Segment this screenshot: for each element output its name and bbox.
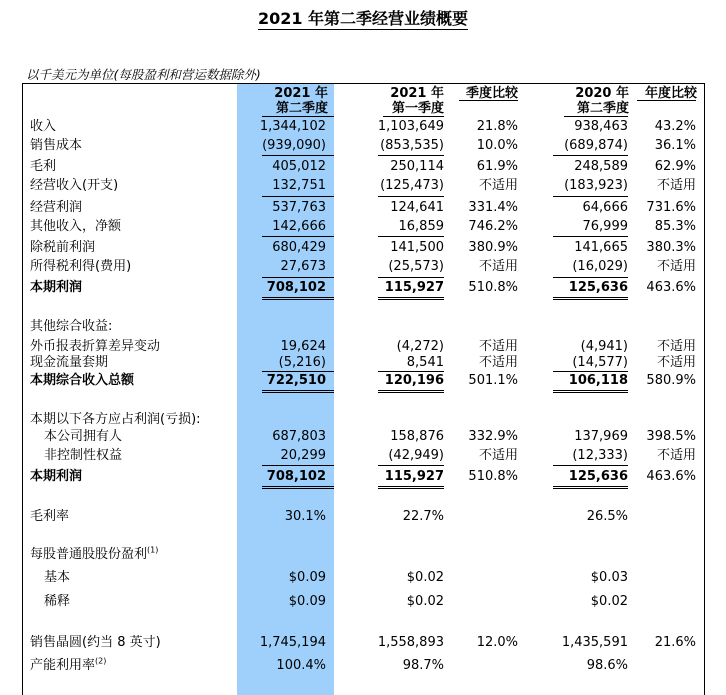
table-row [0, 634, 726, 651]
section-heading [0, 411, 726, 428]
cell-2021q1: 250,114 [390, 159, 444, 174]
cell-2021q2: 687,803 [272, 429, 326, 444]
total-rule [262, 390, 334, 391]
subtotal-rule [553, 277, 628, 278]
cell-yoy: 580.9% [646, 373, 696, 388]
cell-2021q2: 142,666 [272, 219, 326, 234]
footnote-marker: (1) [147, 545, 159, 555]
cell-yoy: 不适用 [656, 339, 696, 354]
subtotal-rule [262, 236, 334, 237]
table-row [0, 177, 726, 194]
header-2020q2-line1: 2020 年 [575, 86, 629, 101]
cell-qoq: 510.8% [468, 469, 518, 484]
subtotal-rule [378, 465, 444, 466]
header-2021q2-line1: 2021 年 [274, 86, 328, 101]
header-underline-1 [262, 116, 334, 117]
table-row [0, 508, 726, 525]
cell-yoy: 62.9% [654, 159, 696, 174]
header-2021q2-line2: 第二季度 [275, 101, 328, 116]
cell-qoq: 501.1% [468, 373, 518, 388]
report-title [0, 8, 726, 30]
cell-2021q2: 19,624 [280, 339, 326, 354]
row-label: 销售成本 [30, 138, 83, 153]
header-2020q2 [575, 86, 629, 116]
subtotal-rule [553, 236, 628, 237]
cell-2020q2: (12,333) [572, 448, 628, 463]
table-row [0, 447, 726, 464]
cell-2021q1: (25,573) [388, 259, 444, 274]
subtotal-rule [262, 155, 334, 156]
subtotal-rule [378, 277, 444, 278]
cell-2020q2: (183,923) [564, 178, 628, 193]
table-row [0, 657, 726, 674]
cell-qoq: 746.2% [468, 219, 518, 234]
row-label: 其他综合收益: [30, 319, 113, 334]
cell-qoq: 61.9% [476, 159, 518, 174]
cell-2020q2: 248,589 [574, 159, 628, 174]
cell-qoq: 510.8% [468, 280, 518, 295]
total-rule [378, 299, 444, 300]
cell-2021q2: 20,299 [280, 448, 326, 463]
table-row [0, 338, 726, 355]
cell-yoy: 85.3% [654, 219, 696, 234]
cell-2021q1: 120,196 [384, 373, 444, 388]
cell-2021q1: 1,558,893 [377, 635, 444, 650]
cell-qoq: 不适用 [478, 339, 518, 354]
cell-2021q1: 1,103,649 [377, 119, 444, 134]
row-label: 其他收入，净额 [30, 219, 122, 234]
row-label: 外币报表折算差异变动 [30, 339, 161, 354]
cell-yoy: 463.6% [646, 280, 696, 295]
header-2021q1-line1: 2021 年 [390, 86, 444, 101]
eps-label-text: 每股普通股股份盈利 [30, 547, 148, 562]
cell-2021q1: $0.02 [406, 570, 444, 585]
row-label: 稀释 [44, 594, 71, 609]
table-row [0, 158, 726, 175]
cell-yoy: 43.2% [654, 119, 696, 134]
cell-2021q2: 722,510 [266, 373, 326, 388]
cell-2021q2: 1,344,102 [259, 119, 326, 134]
header-yoy-line1: 年度比较 [644, 86, 697, 101]
section-heading [0, 318, 726, 335]
cell-2020q2: 64,666 [582, 200, 628, 215]
cell-2020q2: $0.02 [590, 594, 628, 609]
total-rule [378, 392, 444, 393]
subtotal-rule [378, 155, 444, 156]
header-qoq-line1: 季度比较 [465, 86, 518, 101]
subtotal-rule [262, 465, 334, 466]
cell-2021q1: (42,949) [388, 448, 444, 463]
row-label: 销售晶圆(约当 8 英寸) [30, 635, 161, 650]
total-rule [262, 297, 334, 298]
cell-2020q2: 106,118 [568, 373, 628, 388]
cell-2021q2: 1,745,194 [259, 635, 326, 650]
cell-yoy: 463.6% [646, 469, 696, 484]
table-row [0, 239, 726, 256]
cell-2020q2: 1,435,591 [561, 635, 628, 650]
row-label: 收入 [30, 119, 57, 134]
header-2021q1-line2: 第一季度 [391, 101, 444, 116]
total-rule [553, 299, 628, 300]
cell-qoq: 不适用 [478, 259, 518, 274]
footnote-marker: (2) [95, 656, 107, 666]
header-underline-3 [459, 100, 518, 101]
cell-qoq: 380.9% [468, 240, 518, 255]
cell-yoy: 731.6% [646, 200, 696, 215]
cell-2021q2: 708,102 [266, 280, 326, 295]
cell-2021q1: 141,500 [390, 240, 444, 255]
row-label: 基本 [44, 570, 71, 585]
cell-yoy: 36.1% [654, 138, 696, 153]
total-rule [378, 297, 444, 298]
cell-2021q2: 405,012 [272, 159, 326, 174]
utilization-label-text: 产能利用率 [30, 658, 96, 673]
total-rule [553, 486, 628, 487]
section-heading [0, 546, 726, 563]
cell-2020q2: 141,665 [574, 240, 628, 255]
cell-2021q1: 98.7% [402, 658, 444, 673]
row-label: 经营收入(开支) [30, 178, 119, 193]
cell-2021q2: (5,216) [278, 355, 326, 370]
header-2021q1 [390, 86, 444, 116]
cell-yoy: 21.6% [654, 635, 696, 650]
unit-note: 以千美元为单位(每股盈利和营运数据除外) [26, 67, 261, 82]
header-underline-5 [637, 100, 696, 101]
header-qoq [466, 86, 518, 101]
cell-2021q2: 680,429 [272, 240, 326, 255]
table-row [0, 354, 726, 371]
row-label: 非控制性权益 [44, 448, 123, 463]
row-label: 本期利润 [30, 280, 83, 295]
cell-qoq: 21.8% [476, 119, 518, 134]
cell-2021q2: 708,102 [266, 469, 326, 484]
cell-yoy: 不适用 [656, 355, 696, 370]
cell-2021q1: 8,541 [406, 355, 444, 370]
cell-2021q1: 115,927 [384, 280, 444, 295]
cell-2020q2: 76,999 [582, 219, 628, 234]
cell-yoy: 不适用 [656, 178, 696, 193]
table-row [0, 593, 726, 610]
cell-2020q2: (14,577) [572, 355, 628, 370]
cell-qoq: 不适用 [478, 448, 518, 463]
row-label: 现金流量套期 [30, 355, 109, 370]
cell-2021q2: 132,751 [272, 178, 326, 193]
subtotal-rule [378, 196, 444, 197]
row-label: 本期以下各方应占利润(亏损): [30, 412, 201, 427]
row-label [30, 546, 158, 563]
subtotal-rule [553, 155, 628, 156]
total-rule [262, 486, 334, 487]
cell-2020q2: 137,969 [574, 429, 628, 444]
cell-2021q1: (125,473) [380, 178, 444, 193]
cell-2021q1: 158,876 [390, 429, 444, 444]
cell-2020q2: 125,636 [568, 469, 628, 484]
table-row [0, 137, 726, 154]
cell-qoq: 10.0% [476, 138, 518, 153]
cell-2021q2: 100.4% [276, 658, 326, 673]
total-rule [262, 488, 334, 489]
cell-2021q1: 22.7% [402, 509, 444, 524]
total-rule [553, 392, 628, 393]
total-rule [553, 488, 628, 489]
table-row [0, 118, 726, 135]
cell-qoq: 332.9% [468, 429, 518, 444]
total-rule [378, 486, 444, 487]
table-row-total [0, 372, 726, 389]
cell-2021q2: 27,673 [280, 259, 326, 274]
row-label: 本期利润 [30, 469, 83, 484]
cell-2021q2: $0.09 [288, 570, 326, 585]
row-label: 经营利润 [30, 200, 83, 215]
cell-qoq: 不适用 [478, 178, 518, 193]
cell-2021q2: $0.09 [288, 594, 326, 609]
header-underline-4 [564, 116, 628, 117]
cell-2021q1: 115,927 [384, 469, 444, 484]
report-title-text: 2021 年第二季经营业绩概要 [257, 9, 469, 28]
header-yoy [645, 86, 697, 101]
table-row [0, 258, 726, 275]
cell-yoy: 398.5% [646, 429, 696, 444]
cell-yoy: 不适用 [656, 259, 696, 274]
total-rule [378, 488, 444, 489]
row-label: 本期综合收入总额 [30, 373, 135, 388]
table-row-total [0, 279, 726, 296]
cell-2021q2: 30.1% [284, 509, 326, 524]
table-row-total [0, 468, 726, 485]
subtotal-rule [262, 196, 334, 197]
table-row [0, 569, 726, 586]
subtotal-rule [553, 196, 628, 197]
cell-2021q1: $0.02 [406, 594, 444, 609]
cell-yoy: 不适用 [656, 448, 696, 463]
row-label [30, 657, 106, 674]
cell-yoy: 380.3% [646, 240, 696, 255]
cell-2021q1: 124,641 [390, 200, 444, 215]
cell-2020q2: 125,636 [568, 280, 628, 295]
subtotal-rule [262, 277, 334, 278]
cell-qoq: 12.0% [476, 635, 518, 650]
total-rule [262, 299, 334, 300]
cell-2020q2: (16,029) [572, 259, 628, 274]
cell-2020q2: (4,941) [580, 339, 628, 354]
cell-2020q2: $0.03 [590, 570, 628, 585]
cell-qoq: 331.4% [468, 200, 518, 215]
total-rule [553, 297, 628, 298]
cell-qoq: 不适用 [478, 355, 518, 370]
total-rule [378, 390, 444, 391]
cell-2020q2: 938,463 [574, 119, 628, 134]
total-rule [553, 390, 628, 391]
subtotal-rule [553, 465, 628, 466]
row-label: 本公司拥有人 [44, 429, 123, 444]
row-label: 毛利 [30, 159, 57, 174]
table-row [0, 428, 726, 445]
table-row [0, 218, 726, 235]
subtotal-rule [378, 236, 444, 237]
table-row [0, 199, 726, 216]
cell-2021q1: (4,272) [396, 339, 444, 354]
cell-2021q1: (853,535) [380, 138, 444, 153]
row-label: 毛利率 [30, 509, 70, 524]
cell-2020q2: 26.5% [586, 509, 628, 524]
cell-2021q1: 16,859 [398, 219, 444, 234]
cell-2020q2: (689,874) [564, 138, 628, 153]
cell-2021q2: 537,763 [272, 200, 326, 215]
header-2021q2 [274, 86, 328, 116]
header-underline-2 [383, 116, 444, 117]
cell-2021q2: (939,090) [262, 138, 326, 153]
header-2020q2-line2: 第二季度 [576, 101, 629, 116]
cell-2020q2: 98.6% [586, 658, 628, 673]
row-label: 所得税利得(费用) [30, 259, 132, 274]
row-label: 除税前利润 [30, 240, 96, 255]
total-rule [262, 392, 334, 393]
